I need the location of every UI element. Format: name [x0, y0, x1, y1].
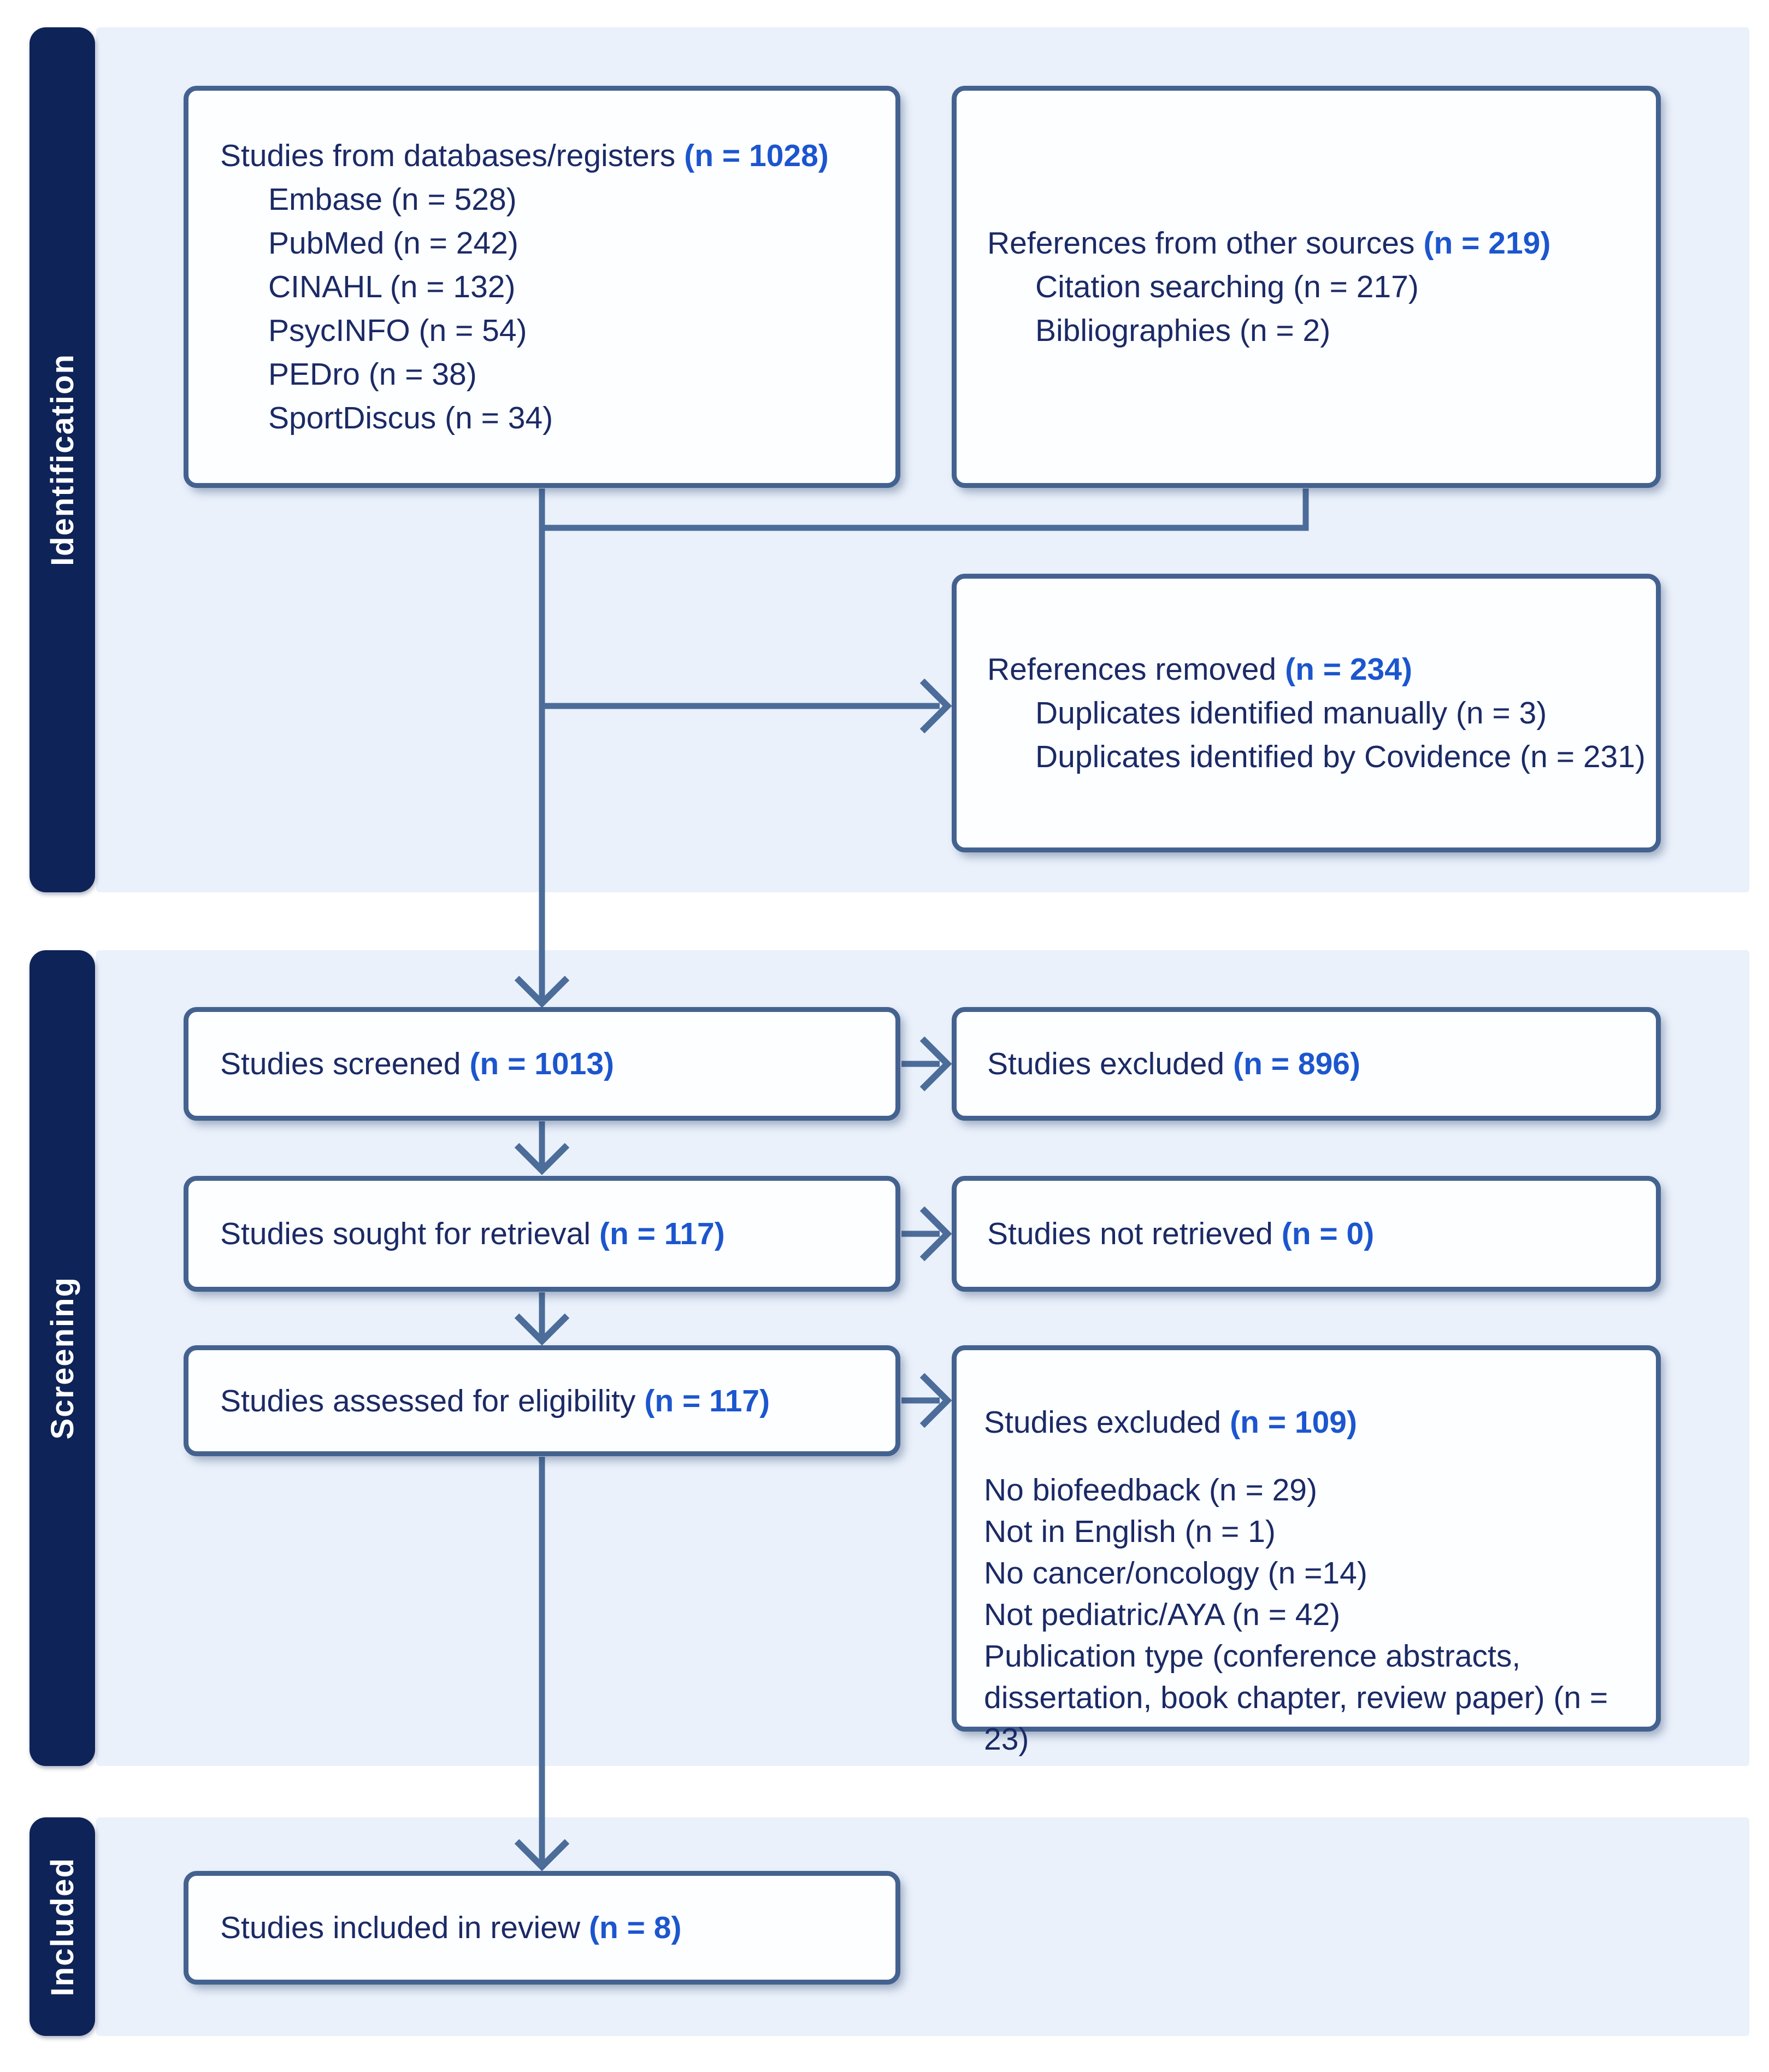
box-sought	[184, 1176, 900, 1292]
box-not-retrieved-title-line	[987, 1212, 1656, 1256]
references-removed-item: Duplicates identified manually (n = 3)	[1035, 696, 1547, 731]
box-other-sources-count: (n = 219)	[1423, 226, 1551, 261]
included-stage-label: Included	[44, 1857, 80, 1997]
identification-stage-label: Identification	[44, 354, 80, 566]
box-included-review-title: Studies included in review	[220, 1910, 581, 1945]
box-screened	[184, 1007, 900, 1121]
box-assessed-title-line	[220, 1379, 895, 1423]
box-not-retrieved-count: (n = 0)	[1281, 1216, 1375, 1251]
box-assessed-title: Studies assessed for eligibility	[220, 1383, 636, 1418]
box-databases	[184, 86, 900, 488]
box-excluded-eligibility	[952, 1345, 1661, 1757]
screening-stage-label: Screening	[44, 1276, 80, 1440]
references-removed-item: Duplicates identified by Covidence (n = 231)	[1035, 739, 1646, 774]
box-assessed	[184, 1345, 900, 1456]
box-excluded-screening-count: (n = 896)	[1233, 1046, 1360, 1081]
exclusion-reason: No biofeedback (n = 29)	[984, 1473, 1317, 1508]
box-excluded-eligibility-title-line	[984, 1400, 1636, 1444]
box-included-review	[184, 1871, 900, 1985]
exclusion-reason: Not pediatric/AYA (n = 42)	[984, 1597, 1341, 1632]
box-references-removed	[952, 574, 1661, 852]
box-screened-title: Studies screened	[220, 1046, 461, 1081]
database-source-item: PEDro (n = 38)	[268, 357, 477, 392]
box-included-review-title-line	[220, 1906, 895, 1950]
identification-stage-bar	[30, 27, 95, 892]
database-source-item: Embase (n = 528)	[268, 182, 517, 217]
box-references-removed-title-line	[987, 648, 1656, 691]
database-source-item: PubMed (n = 242)	[268, 226, 518, 261]
database-source-item: SportDiscus (n = 34)	[268, 401, 553, 435]
exclusion-reasons-list	[984, 1469, 1636, 1760]
exclusion-reason: Not in English (n = 1)	[984, 1514, 1276, 1549]
exclusion-reason: No cancer/oncology (n =14)	[984, 1556, 1367, 1591]
box-excluded-screening-title-line	[987, 1042, 1656, 1086]
box-sought-count: (n = 117)	[599, 1216, 725, 1251]
box-references-removed-title: References removed	[987, 652, 1277, 687]
screening-stage-bar	[30, 950, 95, 1766]
box-references-removed-count: (n = 234)	[1285, 652, 1412, 687]
other-source-item: Bibliographies (n = 2)	[1035, 313, 1331, 348]
box-excluded-eligibility-count: (n = 109)	[1230, 1405, 1357, 1440]
box-databases-title: Studies from databases/registers	[220, 138, 676, 173]
exclusion-reason: Publication type (conference abstracts, dissertation, book chapter, review paper) (n = 23)	[984, 1639, 1608, 1757]
box-sought-title: Studies sought for retrieval	[220, 1216, 591, 1251]
box-excluded-eligibility-title: Studies excluded	[984, 1405, 1222, 1440]
box-not-retrieved-title: Studies not retrieved	[987, 1216, 1273, 1251]
database-source-item: PsycINFO (n = 54)	[268, 313, 527, 348]
box-other-sources	[952, 86, 1661, 488]
other-source-item: Citation searching (n = 217)	[1035, 269, 1419, 304]
box-databases-count: (n = 1028)	[684, 138, 829, 173]
box-other-sources-title: References from other sources	[987, 226, 1415, 261]
included-stage-bar	[30, 1817, 95, 2036]
box-screened-count: (n = 1013)	[469, 1046, 614, 1081]
box-sought-title-line	[220, 1212, 895, 1256]
box-excluded-screening-title: Studies excluded	[987, 1046, 1225, 1081]
box-not-retrieved	[952, 1176, 1661, 1292]
database-source-item: CINAHL (n = 132)	[268, 269, 516, 304]
box-included-review-count: (n = 8)	[589, 1910, 682, 1945]
box-excluded-screening	[952, 1007, 1661, 1121]
box-assessed-count: (n = 117)	[644, 1383, 770, 1418]
box-screened-title-line	[220, 1042, 895, 1086]
connector-other-sources-junction	[542, 488, 1306, 528]
box-databases-title-line	[220, 134, 895, 178]
box-other-sources-title-line	[987, 221, 1656, 265]
